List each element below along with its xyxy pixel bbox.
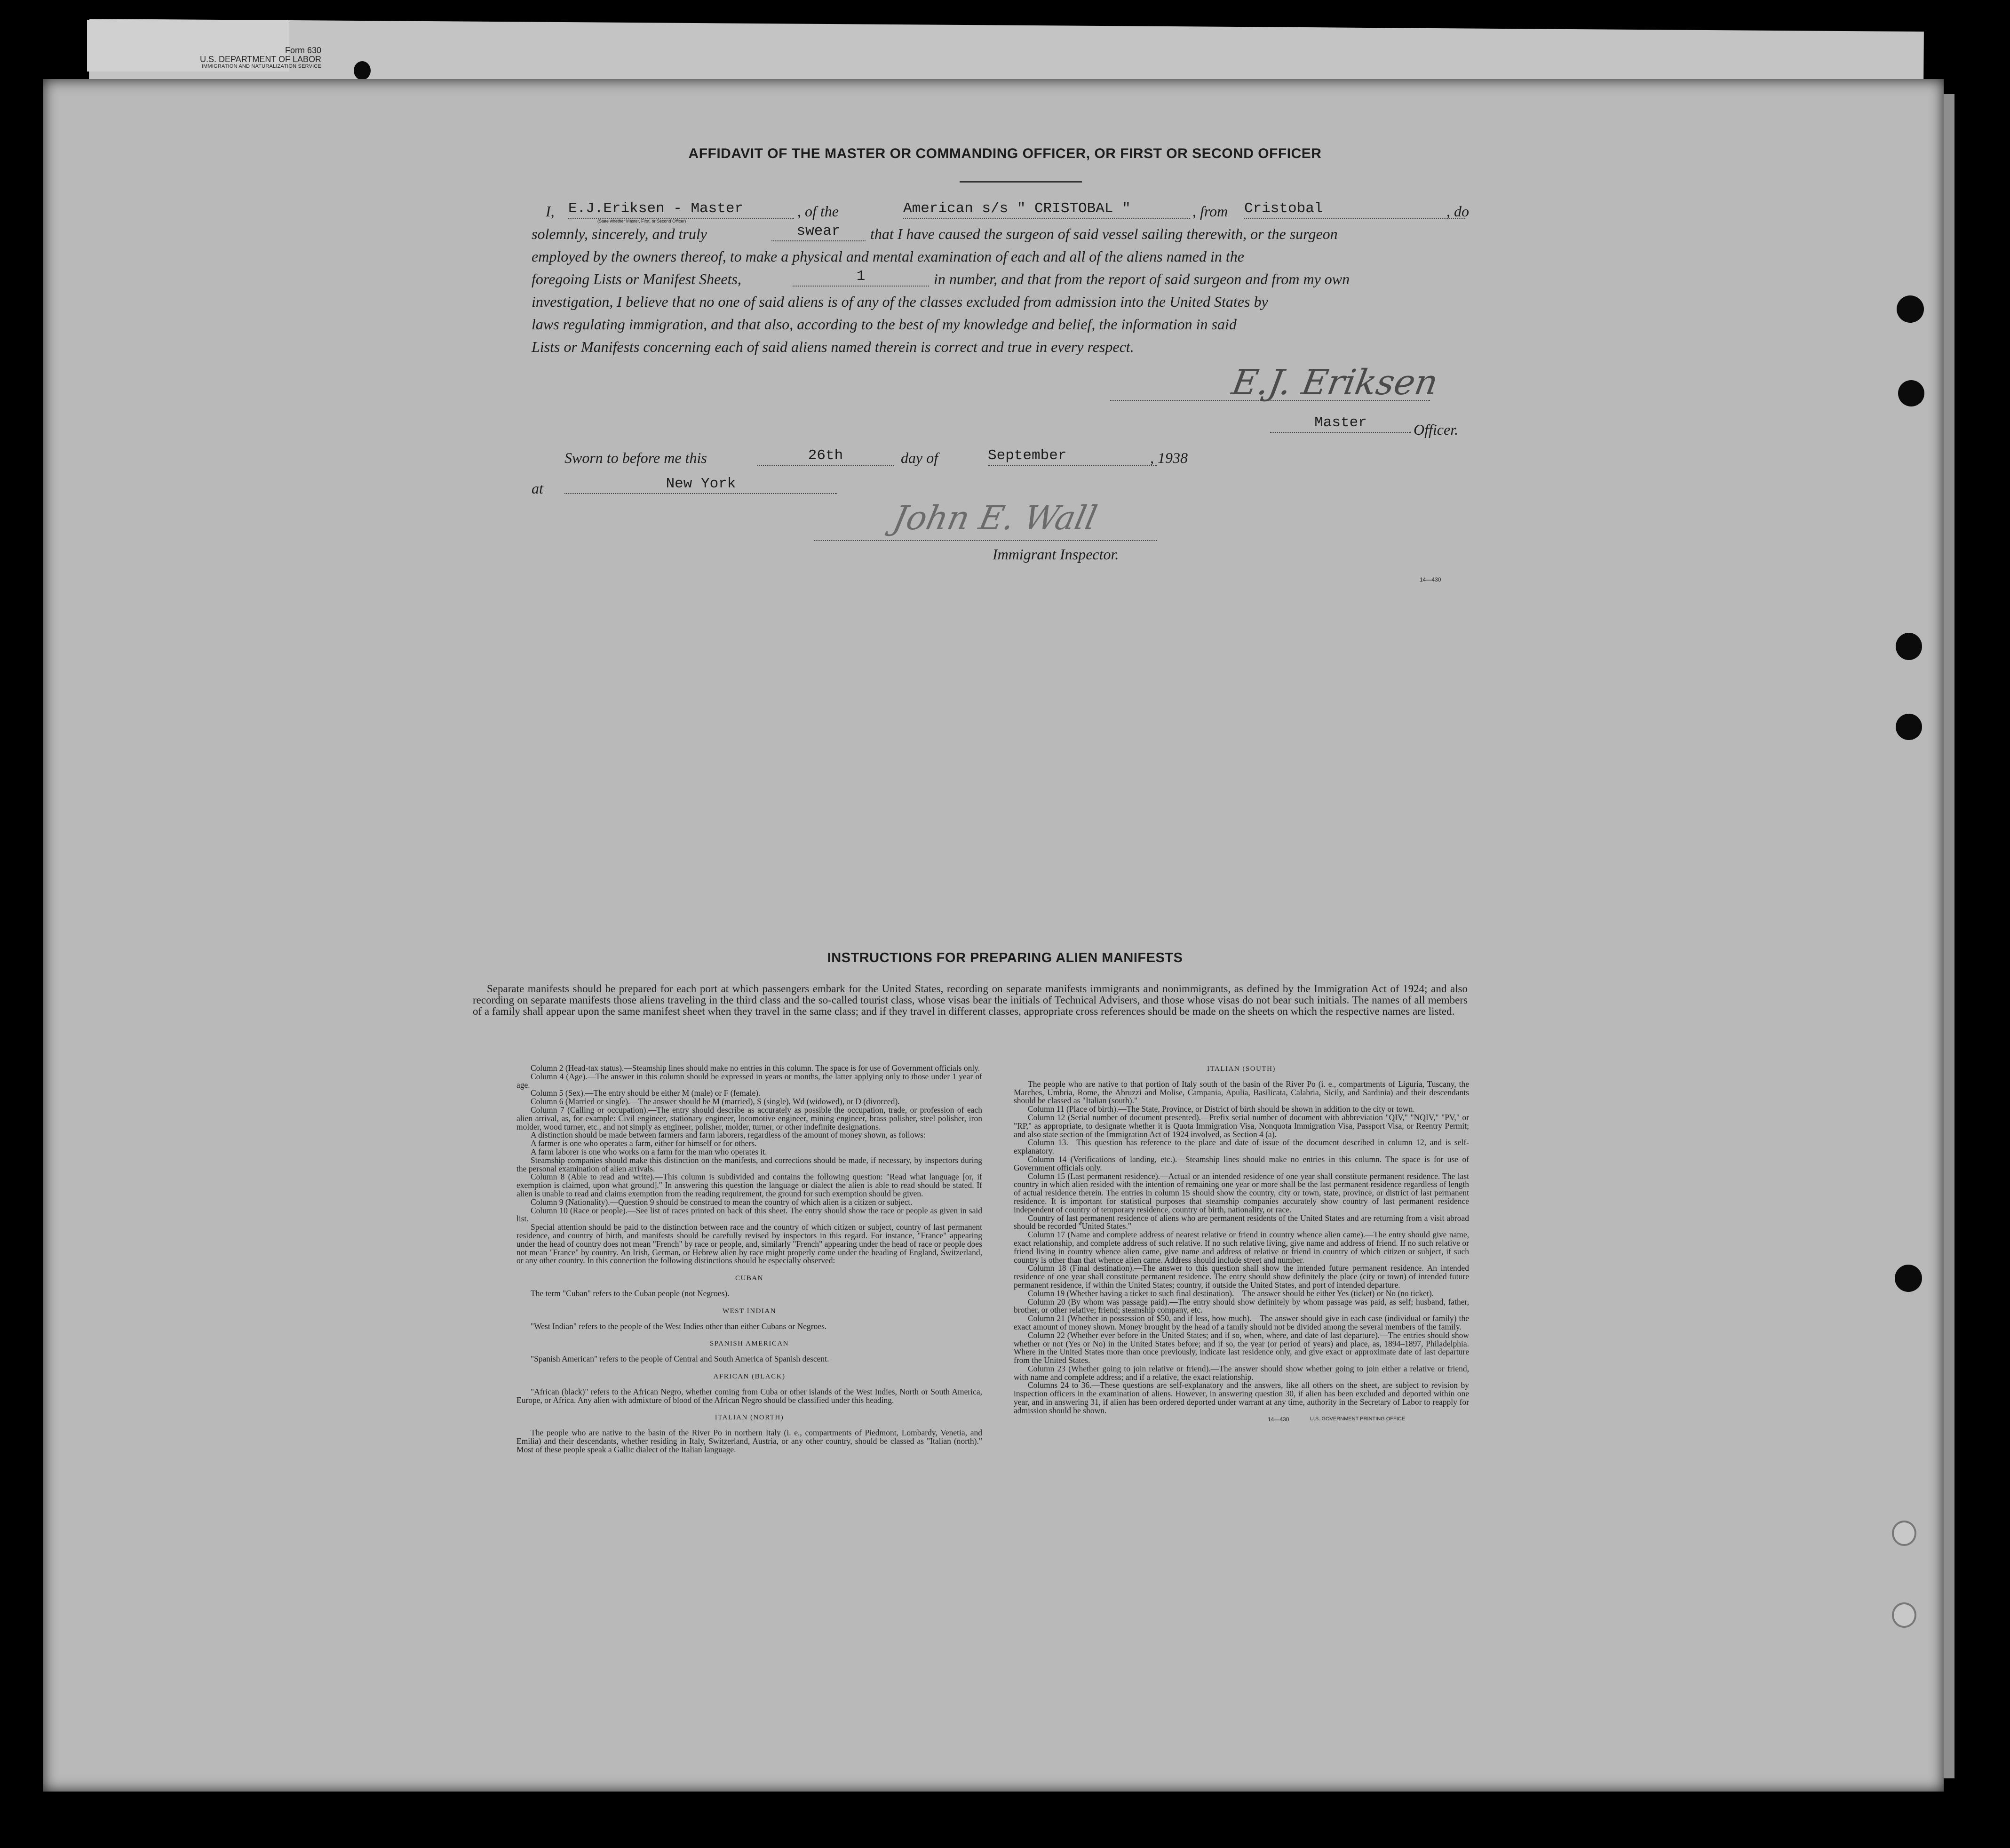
instruction-paragraph: Country of last permanent residence of aliens who are permanent residents of the United States and are returning from a visit abroad should be recorded "United States." [1014,1213,1469,1231]
instruction-paragraph: A distinction should be made between farmers and farm laborers, regardless of the amount of money shown, as follows: [531,1130,926,1140]
section-text: "African (black)" refers to the African Negro, whether coming from Cuba or other islands of the West Indies, North or South America, Europe, or Africa. Any alien with admixture of blood of the African Negro should be classified under this heading. [516,1386,982,1405]
sheets-field: 1 [793,268,929,287]
rank-note: (State whether Master, First, or Second Officer) [597,219,686,223]
punch-hole [1892,1521,1916,1546]
service-name: IMMIGRATION AND NATURALIZATION SERVICE [201,63,322,69]
intro-text: Separate manifests should be prepared for each port at which passengers embark for the United States, recording on separate manifests immigrants and nonimmigrants, as defined by the Immigration Act of 1924; and also recording on separate manifests those aliens traveling in the third class and the so-called tourist class, whose visas bear the initials of Technical Advisers, and those whose visas do not bear such initials. The names of all members of a family shall appear upon the same manifest sheet when they travel in the same class; and if they travel in different classes, appropriate cross references should be made on the sheets on which the respective names are listed. [473,983,1468,1017]
form-number: Form 630 [285,46,322,55]
aff-line5: investigation, I believe that no one of said aliens is of any of the classes excluded from admission into the United States by [532,293,1268,310]
instruction-paragraph: Column 14 (Verifications of landing, etc.).—Steamship lines should make no entries in this column. The space is for use of Government officials only. [1014,1154,1469,1172]
officer-label: Officer. [1414,421,1459,438]
instruction-paragraph: Column 9 (Nationality).—Question 9 should be construed to mean the country of which alien is a citizen or subject. [531,1197,913,1207]
section-heading: ITALIAN (NORTH) [715,1414,784,1422]
instruction-paragraph: Steamship companies should make this distinction on the manifests, and corrections should be made, if necessary, by inspectors during the personal examination of alien arrivals. [516,1155,982,1173]
month-field: September [988,447,1157,466]
instruction-paragraph: Column 11 (Place of birth).—The State, Province, or District of birth should be shown in addition to the city or town. [1028,1104,1415,1114]
section-text: "West Indian" refers to the people of the West Indies other than either Cubans or Negroes. [531,1321,827,1331]
vessel-field: American s/s " CRISTOBAL " [903,200,1190,219]
instruction-paragraph: Column 12 (Serial number of document presented).—Prefix serial number of document with abbreviation "QIV," "NQIV," "PV," or "RP," as appropriate, to designate whether it is Quota Immigration Visa, Nonquota Immigration Visa, Passport Visa, or Reentry Permit; and also state section of the Immigration Act of 1924 involved, as Section 4 (a). [1014,1112,1469,1139]
instruction-paragraph: Column 10 (Race or people).—See list of races printed on back of this sheet. The entry should show the race or people as given in said list. [516,1205,982,1224]
printer-name: U.S. GOVERNMENT PRINTING OFFICE [1310,1416,1406,1422]
aff-line3: employed by the owners thereof, to make a physical and mental examination of each and all of the aliens named in the [532,248,1244,265]
section-text: "Spanish American" refers to the people of Central and South America of Spanish descent. [531,1354,829,1364]
section-heading: AFRICAN (BLACK) [713,1372,786,1380]
punch-hole [1896,633,1922,660]
instruction-paragraph: Column 23 (Whether going to join relative or friend).—The answer should show whether going to join either a relative or friend, with name and complete address; and if a relative, the exact relationship. [1014,1363,1469,1382]
punch-hole [1895,1265,1922,1292]
form-identifier [200,46,321,69]
aff-from: , from [1192,203,1228,220]
section-heading: WEST INDIAN [722,1307,777,1315]
oath-field: swear [771,223,866,241]
aff-line4a: foregoing Lists or Manifest Sheets, [532,271,741,287]
instruction-paragraph: Columns 24 to 36.—These questions are self-explanatory and the answers, like all others on the sheet, are subject to revision by inspection officers in the examination of aliens. However, in answering question 30, if alien has been excluded and deported within one year, and in answering 31, if alien has been ordered deported under warrant at any time, authority in the Secretary of Labor to reapply for admission should be shown. [1014,1380,1469,1415]
instruction-paragraph: Column 20 (By whom was passage paid).—The entry should show definitely by whom passage was paid, as self; husband, father, brother, or other relative; friend; steamship company, etc. [1014,1297,1469,1315]
instruction-paragraph: Column 15 (Last permanent residence).—Actual or an intended residence of one year shall constitute permanent residence. The last country in which alien resided with the intention of remaining one year or more shall be the last permanent residence regardless of length of actual residence therein. The entries in column 15 should show the country, city or town, state, province, or district of last permanent residence. It is important for statistical purposes that steamship companies accurately show country of last permanent residence independent of country of temporary residence, country of birth, nationality, or race. [1014,1171,1469,1214]
place-field: New York [564,475,837,494]
section-text: The term "Cuban" refers to the Cuban people (not Negroes). [531,1288,730,1298]
affidavit-title: AFFIDAVIT OF THE MASTER OR COMMANDING OFFICER, OR FIRST OR SECOND OFFICER [688,146,1322,161]
sworn-label: Sworn to before me this [564,449,707,466]
aff-line2b: that I have caused the surgeon of said vessel sailing therewith, or the surgeon [870,225,1338,242]
instruction-paragraph: Special attention should be paid to the distinction between race and the country of which citizen or subject, country of last permanent residence, and country of birth, and manifests should be carefully revised by inspectors in this regard. For instance, "France" appearing under the head of country does not mean "French" by race or people, and, similarly "French" appearing under the head of race or people does not mean "France" by country. An Irish, German, or Hebrew alien by race might properly come under the heading of England, Switzerland, or any other country. In this connection the following distinctions should be especially observed: [516,1222,982,1266]
instruction-paragraph: Column 4 (Age).—The answer in this column should be expressed in years or months, the latter applying only to those under 1 year of age. [516,1071,982,1090]
instruction-paragraph: A farm laborer is one who works on a farm for the man who operates it. [531,1147,767,1156]
aff-i: I, [546,203,555,220]
master-signature: E.J. Eriksen [1229,362,1441,403]
instruction-paragraph: Column 8 (Able to read and write).—This column is subdivided and contains the following question: "Read what language [or, if exemption is claimed, upon what ground]." In answering this question the language or dialect the alien is able to read should be stated. If alien is unable to read and claims exemption from the reading requirement, the ground for such exemption should be given. [516,1172,982,1198]
punch-hole [1898,380,1924,406]
title-rule [960,181,1082,183]
inspector-signature-line [814,540,1157,541]
punch-hole [1897,295,1924,323]
inspector-signature: John E. Wall [890,499,1101,537]
punch-hole [354,61,371,80]
footer-code: 14—430 [1268,1416,1289,1423]
instruction-paragraph: Column 17 (Name and complete address of nearest relative or friend in country whence alien came).—The entry should give name, exact relationship, and complete address of such relative. If no such relative living, give name and address of friend. If no such relative or friend living in country whence alien came, give name and address of relative or friend in country of which citizen or subject, if such country is other than that whence alien came. Address should include street and number. [1014,1230,1469,1265]
instruction-paragraph: Column 5 (Sex).—The entry should be either M (male) or F (female). [531,1088,761,1098]
punch-hole [1892,1602,1916,1628]
section-text: The people who are native to the basin of the River Po in northern Italy (i. e., compartments of Piedmont, Lombardy, Venetia, and Emilia) and their descendants, whether residing in Italy, Switzerland, Austria, or any other country, should be classed as "Italian (north)." Most of these people speak a Gallic dialect of the Italian language. [516,1428,982,1454]
instruction-paragraph: The people who are native to that portion of Italy south of the basin of the River Po (i. e., compartments of Liguria, Tuscany, the Marches, Umbria, Rome, the Abruzzi and Molise, Campania, Apulia, Basilicata, Calabria, Sicily, and Sardinia) and their descendants should be classed as "Italian (south)." [1014,1079,1469,1106]
port-field: Cristobal [1244,200,1465,219]
instructions-left-column [516,1064,982,1454]
inspector-label: Immigrant Inspector. [993,546,1119,563]
master-name-field: E.J.Eriksen - Master [568,200,794,219]
section-heading: CUBAN [735,1274,763,1282]
instruction-paragraph: Column 22 (Whether ever before in the United States; and if so, when, where, and date of last departure).—The entries should show whether or not (Yes or No) in the United States before; and if so, the year (or period of years) and place, as, 1894–1897, Philadelphia. Where in the United States more than once previously, indicate last residence only, and give exact or approximate date of last departure from the United States. [1014,1330,1469,1365]
instruction-paragraph: Column 2 (Head-tax status).—Steamship lines should make no entries in this column. The space is for use of Government officials only. [531,1063,980,1073]
day-field: 26th [757,447,894,466]
affidavit-body [532,200,1472,358]
section-heading: ITALIAN (SOUTH) [1207,1065,1276,1073]
instructions-right-column [1014,1064,1469,1425]
aff-line7: Lists or Manifests concerning each of said aliens named therein is correct and true in every respect. [532,338,1134,355]
instruction-paragraph: Column 21 (Whether in possession of $50, and if less, how much).—The answer should give in each case (individual or family) the exact amount of money shown. Money brought by the head of a family should not be divided among the several members of the family. [1014,1314,1469,1331]
aff-line4b: in number, and that from the report of said surgeon and from my own [934,271,1350,287]
aff-line6: laws regulating immigration, and that also, according to the best of my knowledge and belief, the information in said [532,316,1237,333]
instruction-paragraph: Column 13.—This question has reference to the place and date of issue of the document described in column 12, and is self-explanatory. [1014,1138,1469,1156]
instructions-intro [473,983,1468,1017]
punch-hole [1896,714,1922,740]
section-heading: SPANISH AMERICAN [709,1340,789,1348]
instruction-paragraph: Column 18 (Final destination).—The answer to this question shall show the intended future permanent residence. An intended residence of one year shall constitute permanent residence. The entry should show definitely the place (city or town) of intended future permanent residence, if within the United States; country, if outside the United States, and port of intended departure. [1014,1263,1469,1290]
department-name: U.S. DEPARTMENT OF LABOR [200,54,322,64]
aff-of-the: , of the [797,203,839,220]
page-footer [1014,1415,1469,1425]
instruction-paragraph: Column 6 (Married or single).—The answer should be M (married), S (single), Wd (widowed), or D (divorced). [531,1097,900,1107]
day-of-label: day of [901,449,938,466]
instruction-paragraph: Column 19 (Whether having a ticket to such final destination).—The answer should be either Yes (ticket) or No (no ticket). [1028,1288,1434,1298]
rank-field: Master [1270,414,1411,433]
year-label: , 1938 [1150,449,1188,466]
instruction-paragraph: A farmer is one who operates a farm, either for himself or for others. [531,1139,757,1148]
at-label: at [532,480,543,497]
aff-do: , do [1446,203,1469,220]
aff-line2a: solemnly, sincerely, and truly [532,225,707,242]
instruction-paragraph: Column 7 (Calling or occupation).—The entry should describe as accurately as possible the occupation, trade, or profession of each alien arrival, as, for example: Civil engineer, stationary engineer, locomotive engineer, mining engineer, brass polisher, steel polisher, iron molder, wood turner, etc., and not simply as engineer, polisher, molder, turner, or other indefinite designations. [516,1105,982,1131]
instructions-title: INSTRUCTIONS FOR PREPARING ALIEN MANIFESTS [827,950,1183,965]
form-code: 14—430 [1420,576,1441,583]
